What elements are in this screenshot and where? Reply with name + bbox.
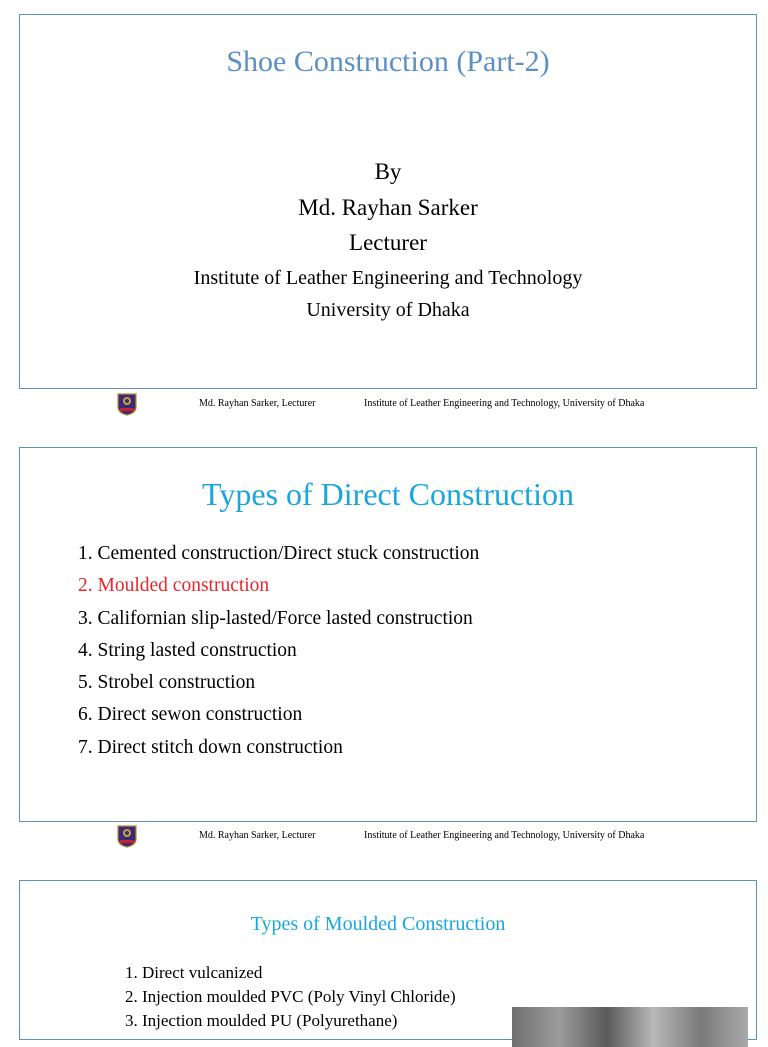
- direct-construction-slide: [19, 447, 757, 822]
- list-item: 3. Injection moulded PU (Polyurethane): [125, 1011, 398, 1030]
- by-label: By: [374, 159, 402, 184]
- list-item: 1. Cemented construction/Direct stuck construction: [78, 543, 480, 564]
- university-logo-icon: [116, 392, 138, 416]
- construction-types-list: [78, 538, 479, 764]
- list-item: 3. Californian slip-lasted/Force lasted construction: [78, 607, 473, 629]
- moulded-types-list: [125, 961, 456, 1033]
- machine-photo: [512, 1007, 748, 1047]
- author-role: Lecturer: [349, 230, 427, 255]
- footer-institute: Institute of Leather Engineering and Technology, University of Dhaka: [364, 398, 645, 409]
- list-item-highlighted: 2. Moulded construction: [78, 575, 270, 597]
- slide-footer: [0, 390, 768, 420]
- slide-title: Types of Direct Construction: [202, 476, 574, 512]
- presentation-title: Shoe Construction (Part-2): [226, 45, 550, 78]
- slide-footer: [0, 822, 768, 852]
- footer-author: Md. Rayhan Sarker, Lecturer: [199, 398, 316, 409]
- slide-title: Types of Moulded Construction: [250, 913, 506, 935]
- list-item: 5. Strobel construction: [78, 672, 256, 694]
- moulded-construction-slide: [19, 880, 757, 1040]
- list-item: 4. String lasted construction: [78, 639, 297, 661]
- list-item: 2. Injection moulded PVC (Poly Vinyl Chloride): [125, 987, 456, 1006]
- footer-author: Md. Rayhan Sarker, Lecturer: [199, 830, 316, 841]
- list-item: 7. Direct stitch down construction: [78, 736, 343, 758]
- title-slide: [19, 14, 757, 389]
- university-name: University of Dhaka: [306, 299, 470, 321]
- list-item: 6. Direct sewon construction: [78, 704, 303, 726]
- list-item: 1. Direct vulcanized: [125, 963, 263, 982]
- author-name: Md. Rayhan Sarker: [298, 195, 478, 220]
- university-logo-icon: [116, 824, 138, 848]
- footer-institute: Institute of Leather Engineering and Technology, University of Dhaka: [364, 830, 645, 841]
- institute-name: Institute of Leather Engineering and Technology: [193, 267, 583, 289]
